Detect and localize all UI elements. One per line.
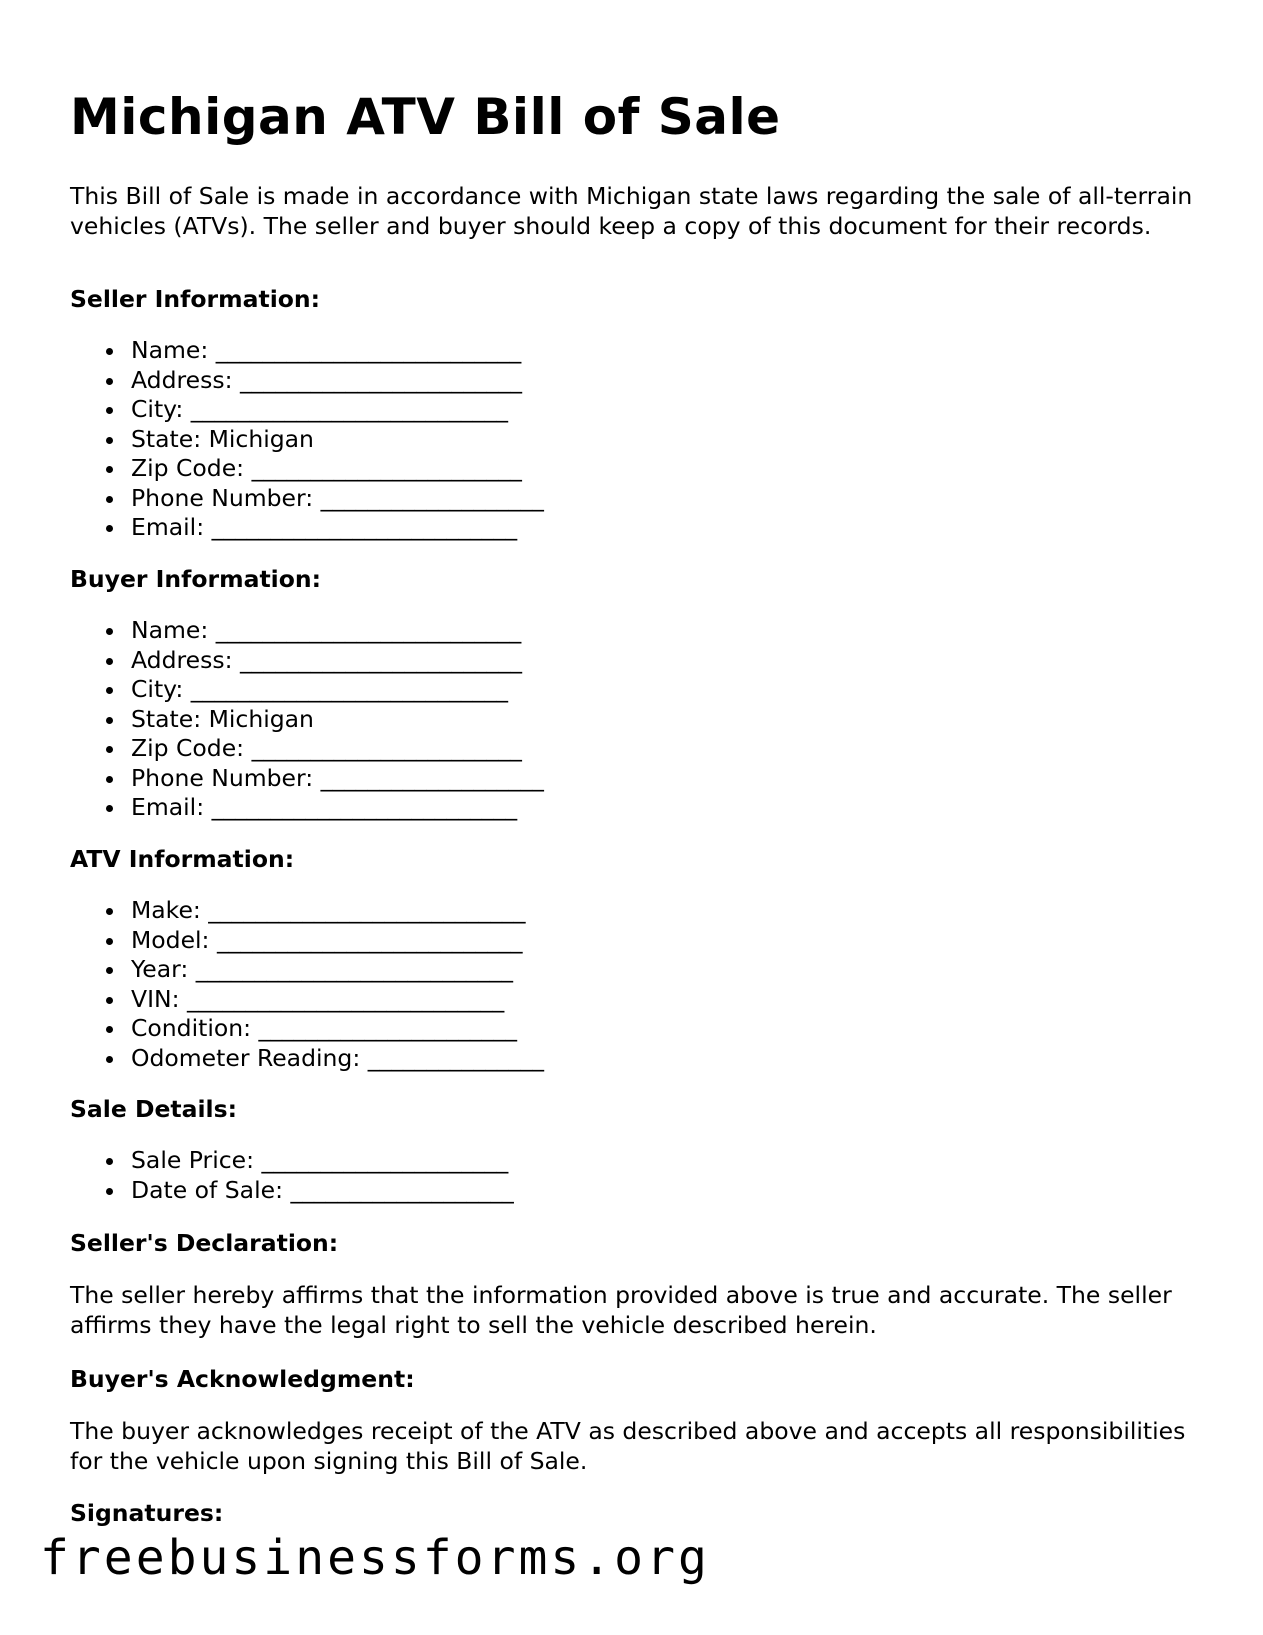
seller-declaration-heading: Seller's Declaration: (70, 1229, 339, 1257)
buyer-section-heading: Buyer Information: (70, 565, 322, 593)
seller-declaration-text: The seller hereby affirms that the information provided above is true and accurate. The seller affirms they have the legal right to sell the vehicle described herein. (70, 1281, 1172, 1339)
buyer-phone-field[interactable]: Phone Number: ___________________ (70, 764, 544, 794)
atv-model-field[interactable]: Model: __________________________ (70, 926, 544, 956)
seller-email-field[interactable]: Email: __________________________ (70, 513, 544, 543)
buyer-acknowledgment-text: The buyer acknowledges receipt of the ATV as described above and accepts all responsibilities for the vehicle upon signing this Bill of Sale. (70, 1417, 1186, 1475)
signatures-heading: Signatures: (70, 1499, 224, 1527)
buyer-email-field[interactable]: Email: __________________________ (70, 793, 544, 823)
atv-odometer-field[interactable]: Odometer Reading: _______________ (70, 1044, 544, 1074)
sale-price-field[interactable]: Sale Price: _____________________ (70, 1146, 514, 1176)
sale-fields-list (70, 1146, 514, 1205)
buyer-zip-field[interactable]: Zip Code: _______________________ (70, 734, 544, 764)
seller-fields-list (70, 336, 544, 543)
watermark: freebusinessforms.org (40, 1530, 714, 1586)
buyer-state-field: State: Michigan (70, 705, 544, 735)
buyer-city-field[interactable]: City: ___________________________ (70, 675, 544, 705)
atv-vin-field[interactable]: VIN: ___________________________ (70, 985, 544, 1015)
intro-paragraph: This Bill of Sale is made in accordance with Michigan state laws regarding the sale of all-terrain vehicles (ATVs). The seller and buyer should keep a copy of this document for their records. (70, 182, 1193, 240)
atv-make-field[interactable]: Make: ___________________________ (70, 896, 544, 926)
seller-section-heading: Seller Information: (70, 285, 321, 313)
atv-fields-list (70, 896, 544, 1073)
sale-date-field[interactable]: Date of Sale: ___________________ (70, 1176, 514, 1206)
document-title: Michigan ATV Bill of Sale (70, 88, 781, 146)
atv-year-field[interactable]: Year: ___________________________ (70, 955, 544, 985)
atv-section-heading: ATV Information: (70, 845, 295, 873)
buyer-fields-list (70, 616, 544, 823)
seller-name-field[interactable]: Name: __________________________ (70, 336, 544, 366)
sale-section-heading: Sale Details: (70, 1095, 237, 1123)
seller-phone-field[interactable]: Phone Number: ___________________ (70, 484, 544, 514)
seller-city-field[interactable]: City: ___________________________ (70, 395, 544, 425)
buyer-name-field[interactable]: Name: __________________________ (70, 616, 544, 646)
buyer-address-field[interactable]: Address: ________________________ (70, 646, 544, 676)
seller-address-field[interactable]: Address: ________________________ (70, 366, 544, 396)
seller-zip-field[interactable]: Zip Code: _______________________ (70, 454, 544, 484)
seller-state-field: State: Michigan (70, 425, 544, 455)
atv-condition-field[interactable]: Condition: ______________________ (70, 1014, 544, 1044)
buyer-acknowledgment-heading: Buyer's Acknowledgment: (70, 1365, 415, 1393)
